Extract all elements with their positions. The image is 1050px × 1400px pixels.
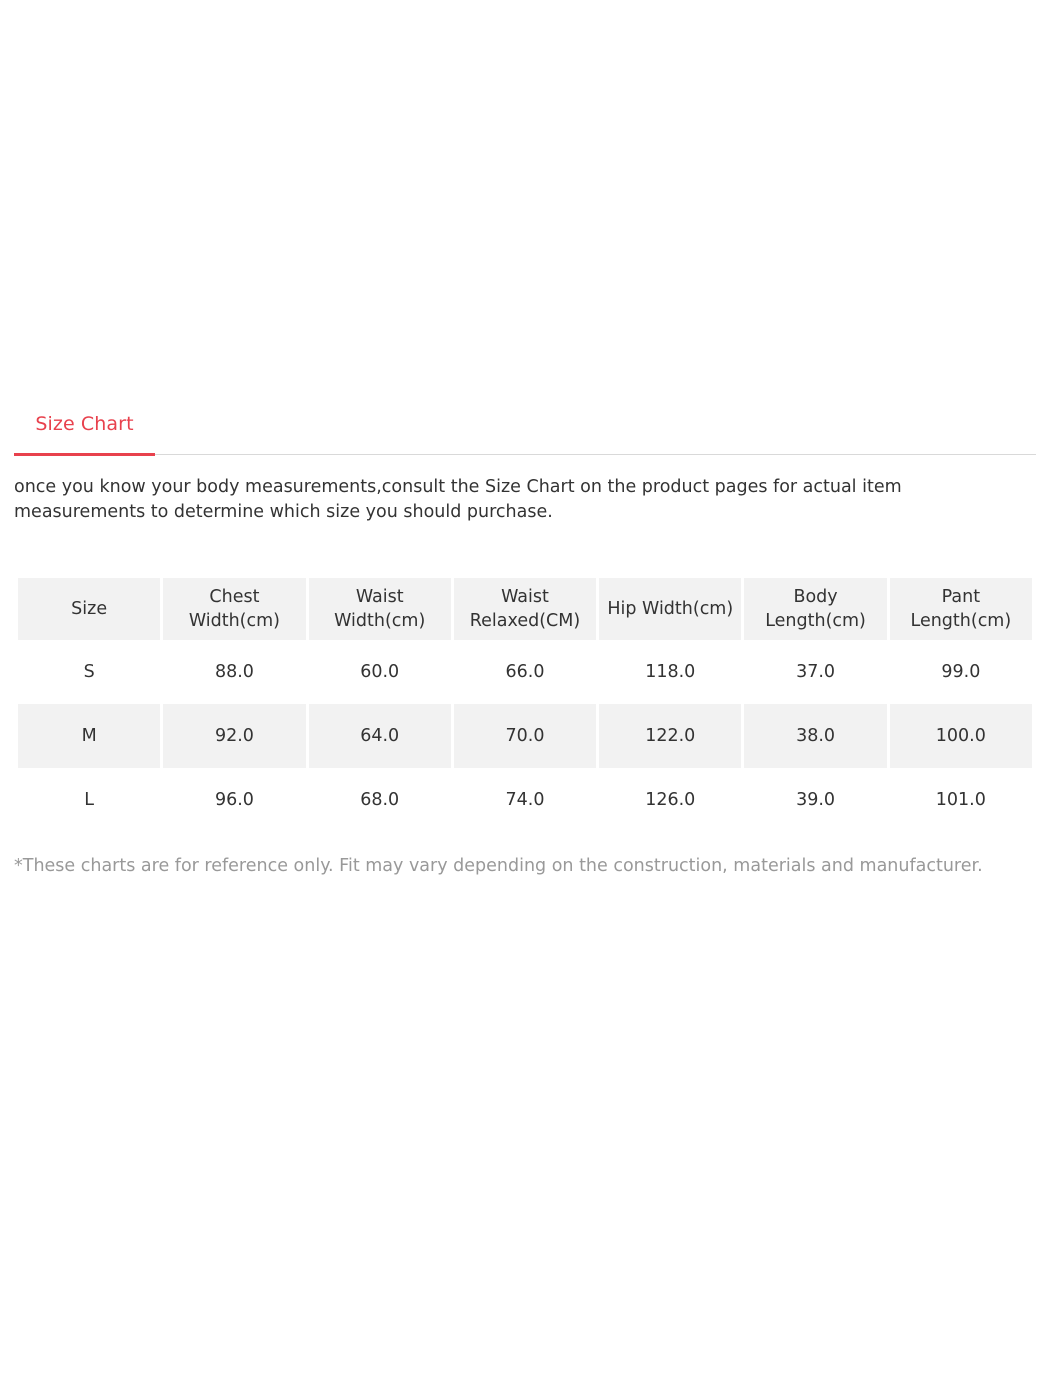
table-cell: 74.0 <box>505 790 545 810</box>
table-cell: 64.0 <box>309 704 451 768</box>
table-cell: 37.0 <box>796 662 836 682</box>
column-header: Size <box>18 578 160 640</box>
table-cell: 101.0 <box>935 790 986 810</box>
intro-text: once you know your body measurements,consult the Size Chart on the product pages for actual item measurements to determine which size you should purchase. <box>14 477 902 522</box>
column-header: Body Length(cm) <box>744 578 886 640</box>
tab-bar <box>14 404 1036 455</box>
table-cell: 99.0 <box>941 662 981 682</box>
size-chart-section <box>14 404 1036 876</box>
table-cell: 88.0 <box>214 662 254 682</box>
column-header: Waist Width(cm) <box>309 578 451 640</box>
table-cell: 122.0 <box>599 704 741 768</box>
tab-size-chart[interactable]: Size Chart <box>14 405 155 456</box>
table-cell: 126.0 <box>645 790 696 810</box>
table-cell: 38.0 <box>744 704 886 768</box>
column-header: Waist Relaxed(CM) <box>454 578 596 640</box>
table-cell: M <box>18 704 160 768</box>
column-header: Hip Width(cm) <box>599 578 741 640</box>
table-cell: 39.0 <box>796 790 836 810</box>
table-cell: 118.0 <box>645 662 696 682</box>
table-cell: 100.0 <box>890 704 1032 768</box>
table-cell: 92.0 <box>163 704 305 768</box>
table-cell: 66.0 <box>505 662 545 682</box>
column-header: Pant Length(cm) <box>890 578 1032 640</box>
table-cell: S <box>83 662 95 682</box>
table-row <box>18 704 1032 768</box>
table-row <box>18 768 1032 832</box>
table-cell: 70.0 <box>454 704 596 768</box>
table-cell: 68.0 <box>360 790 400 810</box>
table-cell: 60.0 <box>360 662 400 682</box>
table-cell: 96.0 <box>214 790 254 810</box>
size-table <box>15 578 1035 832</box>
column-header: Chest Width(cm) <box>163 578 305 640</box>
table-header-row <box>18 578 1032 640</box>
footnote: *These charts are for reference only. Fit may vary depending on the construction, materials and manufacturer. <box>14 856 983 876</box>
table-cell: L <box>84 790 95 810</box>
table-row <box>18 640 1032 704</box>
